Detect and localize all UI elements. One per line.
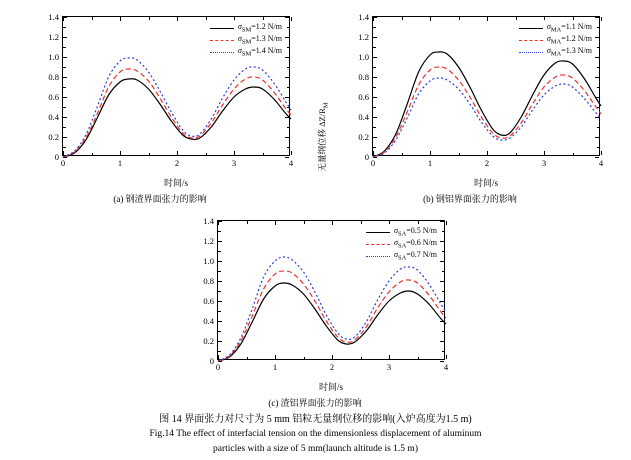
y-axis-label-b xyxy=(318,0,332,8)
legend-swatch-icon xyxy=(519,40,543,41)
x-tick-mark xyxy=(601,151,602,155)
x-tick-label: 4 xyxy=(288,158,294,168)
y-tick-label: 1.0 xyxy=(203,256,214,266)
y-tick-label: 0.8 xyxy=(358,72,369,82)
x-tick-mark xyxy=(291,151,292,155)
x-tick-label: 2 xyxy=(484,158,490,168)
legend-item[interactable] xyxy=(366,250,437,262)
subcaption-c: (c) 渣铝界面张力的影响 xyxy=(268,398,362,408)
y-axis-label-c: 无量纲位移 $\Delta Z/R_M$ xyxy=(317,102,330,172)
legend-item[interactable] xyxy=(210,34,282,46)
y-tick-label: 0.6 xyxy=(203,296,214,306)
y-tick-label: 1.4 xyxy=(358,12,369,22)
legend-label: $\sigma_{SA}=0.5$ N/m xyxy=(394,226,437,238)
series-line xyxy=(218,257,446,361)
plot-area-c xyxy=(165,102,465,392)
x-tick-label: 0 xyxy=(215,362,221,372)
x-tick-label: 4 xyxy=(443,362,449,372)
legend-item[interactable] xyxy=(210,22,282,34)
legend-swatch-icon xyxy=(366,232,390,233)
legend xyxy=(516,20,595,60)
legend-label: $\sigma_{SM}=1.2$ N/m xyxy=(237,22,282,34)
legend-label: $\sigma_{SM}=1.3$ N/m xyxy=(237,34,282,46)
chart-panel-a xyxy=(10,8,310,208)
x-axis-label-a: 时间/s xyxy=(163,178,188,188)
legend-label: $\sigma_{MA}=1.3$ N/m xyxy=(546,46,592,58)
x-tick-label: 0 xyxy=(60,158,66,168)
series-line xyxy=(373,52,601,157)
series-line xyxy=(218,271,446,361)
series-line xyxy=(373,67,601,157)
legend-swatch-icon xyxy=(519,52,543,53)
series-line xyxy=(218,283,446,361)
x-tick-label: 1 xyxy=(117,158,123,168)
plot-area-b xyxy=(320,8,620,188)
chart-panel-c xyxy=(165,102,465,412)
legend-item[interactable] xyxy=(519,22,592,34)
x-tick-label: 3 xyxy=(541,158,547,168)
legend xyxy=(363,224,440,264)
y-tick-label: 0.6 xyxy=(48,92,59,102)
legend-swatch-icon xyxy=(519,28,543,29)
axes-c xyxy=(203,216,449,372)
figure-caption xyxy=(0,412,631,457)
legend-swatch-icon xyxy=(366,244,390,245)
x-tick-label: 3 xyxy=(386,362,392,372)
x-tick-label: 1 xyxy=(272,362,278,372)
y-tick-label: 0.4 xyxy=(358,112,369,122)
series-line xyxy=(63,79,291,157)
legend-label: $\sigma_{MA}=1.1$ N/m xyxy=(546,22,592,34)
figure-caption-en-2: particles with a size of 5 mm(launch altitude is 1.5 m) xyxy=(213,444,418,454)
y-tick-label: 0.2 xyxy=(203,336,214,346)
x-tick-mark-top xyxy=(601,17,602,21)
x-tick-label: 2 xyxy=(174,158,180,168)
x-tick-label: 2 xyxy=(329,362,335,372)
series-line xyxy=(63,69,291,157)
y-tick-label: 0.6 xyxy=(358,92,369,102)
figure-caption-en-1: Fig.14 The effect of interfacial tension on the dimensionless displacement of aluminum xyxy=(149,429,482,439)
y-tick-label: 0.4 xyxy=(48,112,59,122)
y-tick-label: 1.2 xyxy=(48,32,59,42)
y-tick-label: 1.2 xyxy=(203,236,214,246)
chart-panel-b xyxy=(320,8,620,208)
y-tick-label: 0.2 xyxy=(358,132,369,142)
x-tick-label: 1 xyxy=(427,158,433,168)
y-tick-label: 0 xyxy=(54,152,59,162)
legend-swatch-icon xyxy=(366,256,390,257)
legend xyxy=(207,20,285,60)
y-tick-label: 1.2 xyxy=(358,32,369,42)
axes-b xyxy=(358,12,604,168)
x-tick-label: 0 xyxy=(370,158,376,168)
x-tick-mark-top xyxy=(446,221,447,225)
y-tick-label: 0.2 xyxy=(48,132,59,142)
y-tick-label: 0 xyxy=(209,356,214,366)
x-tick-label: 3 xyxy=(231,158,237,168)
y-tick-label: 1.4 xyxy=(203,216,214,226)
y-tick-label: 0.8 xyxy=(48,72,59,82)
x-axis-label-b: 时间/s xyxy=(473,178,498,188)
series-line xyxy=(63,58,291,157)
x-tick-mark xyxy=(446,355,447,359)
legend-label: $\sigma_{SM}=1.4$ N/m xyxy=(237,46,282,58)
legend-swatch-icon xyxy=(210,52,234,53)
plot-area-a xyxy=(10,8,310,188)
y-tick-label: 0.8 xyxy=(203,276,214,286)
y-tick-label: 0 xyxy=(364,152,369,162)
legend-swatch-icon xyxy=(210,28,234,29)
y-tick-label: 1.4 xyxy=(48,12,59,22)
series-line xyxy=(373,78,601,157)
legend-label: $\sigma_{SA}=0.6$ N/m xyxy=(394,238,437,250)
figure-caption-cn: 图 14 界面张力对尺寸为 5 mm 铝粒无量纲位移的影响(入炉高度为1.5 m) xyxy=(159,414,472,425)
legend-swatch-icon xyxy=(210,40,234,41)
legend-item[interactable] xyxy=(519,34,592,46)
legend-item[interactable] xyxy=(366,238,437,250)
x-tick-mark-top xyxy=(291,17,292,21)
legend-label: $\sigma_{SA}=0.7$ N/m xyxy=(394,250,437,262)
legend-item[interactable] xyxy=(519,46,592,58)
x-tick-label: 4 xyxy=(598,158,604,168)
y-tick-label: 1.0 xyxy=(358,52,369,62)
legend-item[interactable] xyxy=(366,226,437,238)
y-tick-label: 0.4 xyxy=(203,316,214,326)
legend-label: $\sigma_{MA}=1.2$ N/m xyxy=(546,34,592,46)
legend-item[interactable] xyxy=(210,46,282,58)
x-axis-label-c: 时间/s xyxy=(318,382,343,392)
subcaption-a: (a) 钢渣界面张力的影响 xyxy=(113,194,207,204)
y-axis-label-a xyxy=(8,0,22,8)
subcaption-b: (b) 钢铝界面张力的影响 xyxy=(423,194,517,204)
y-tick-label: 1.0 xyxy=(48,52,59,62)
